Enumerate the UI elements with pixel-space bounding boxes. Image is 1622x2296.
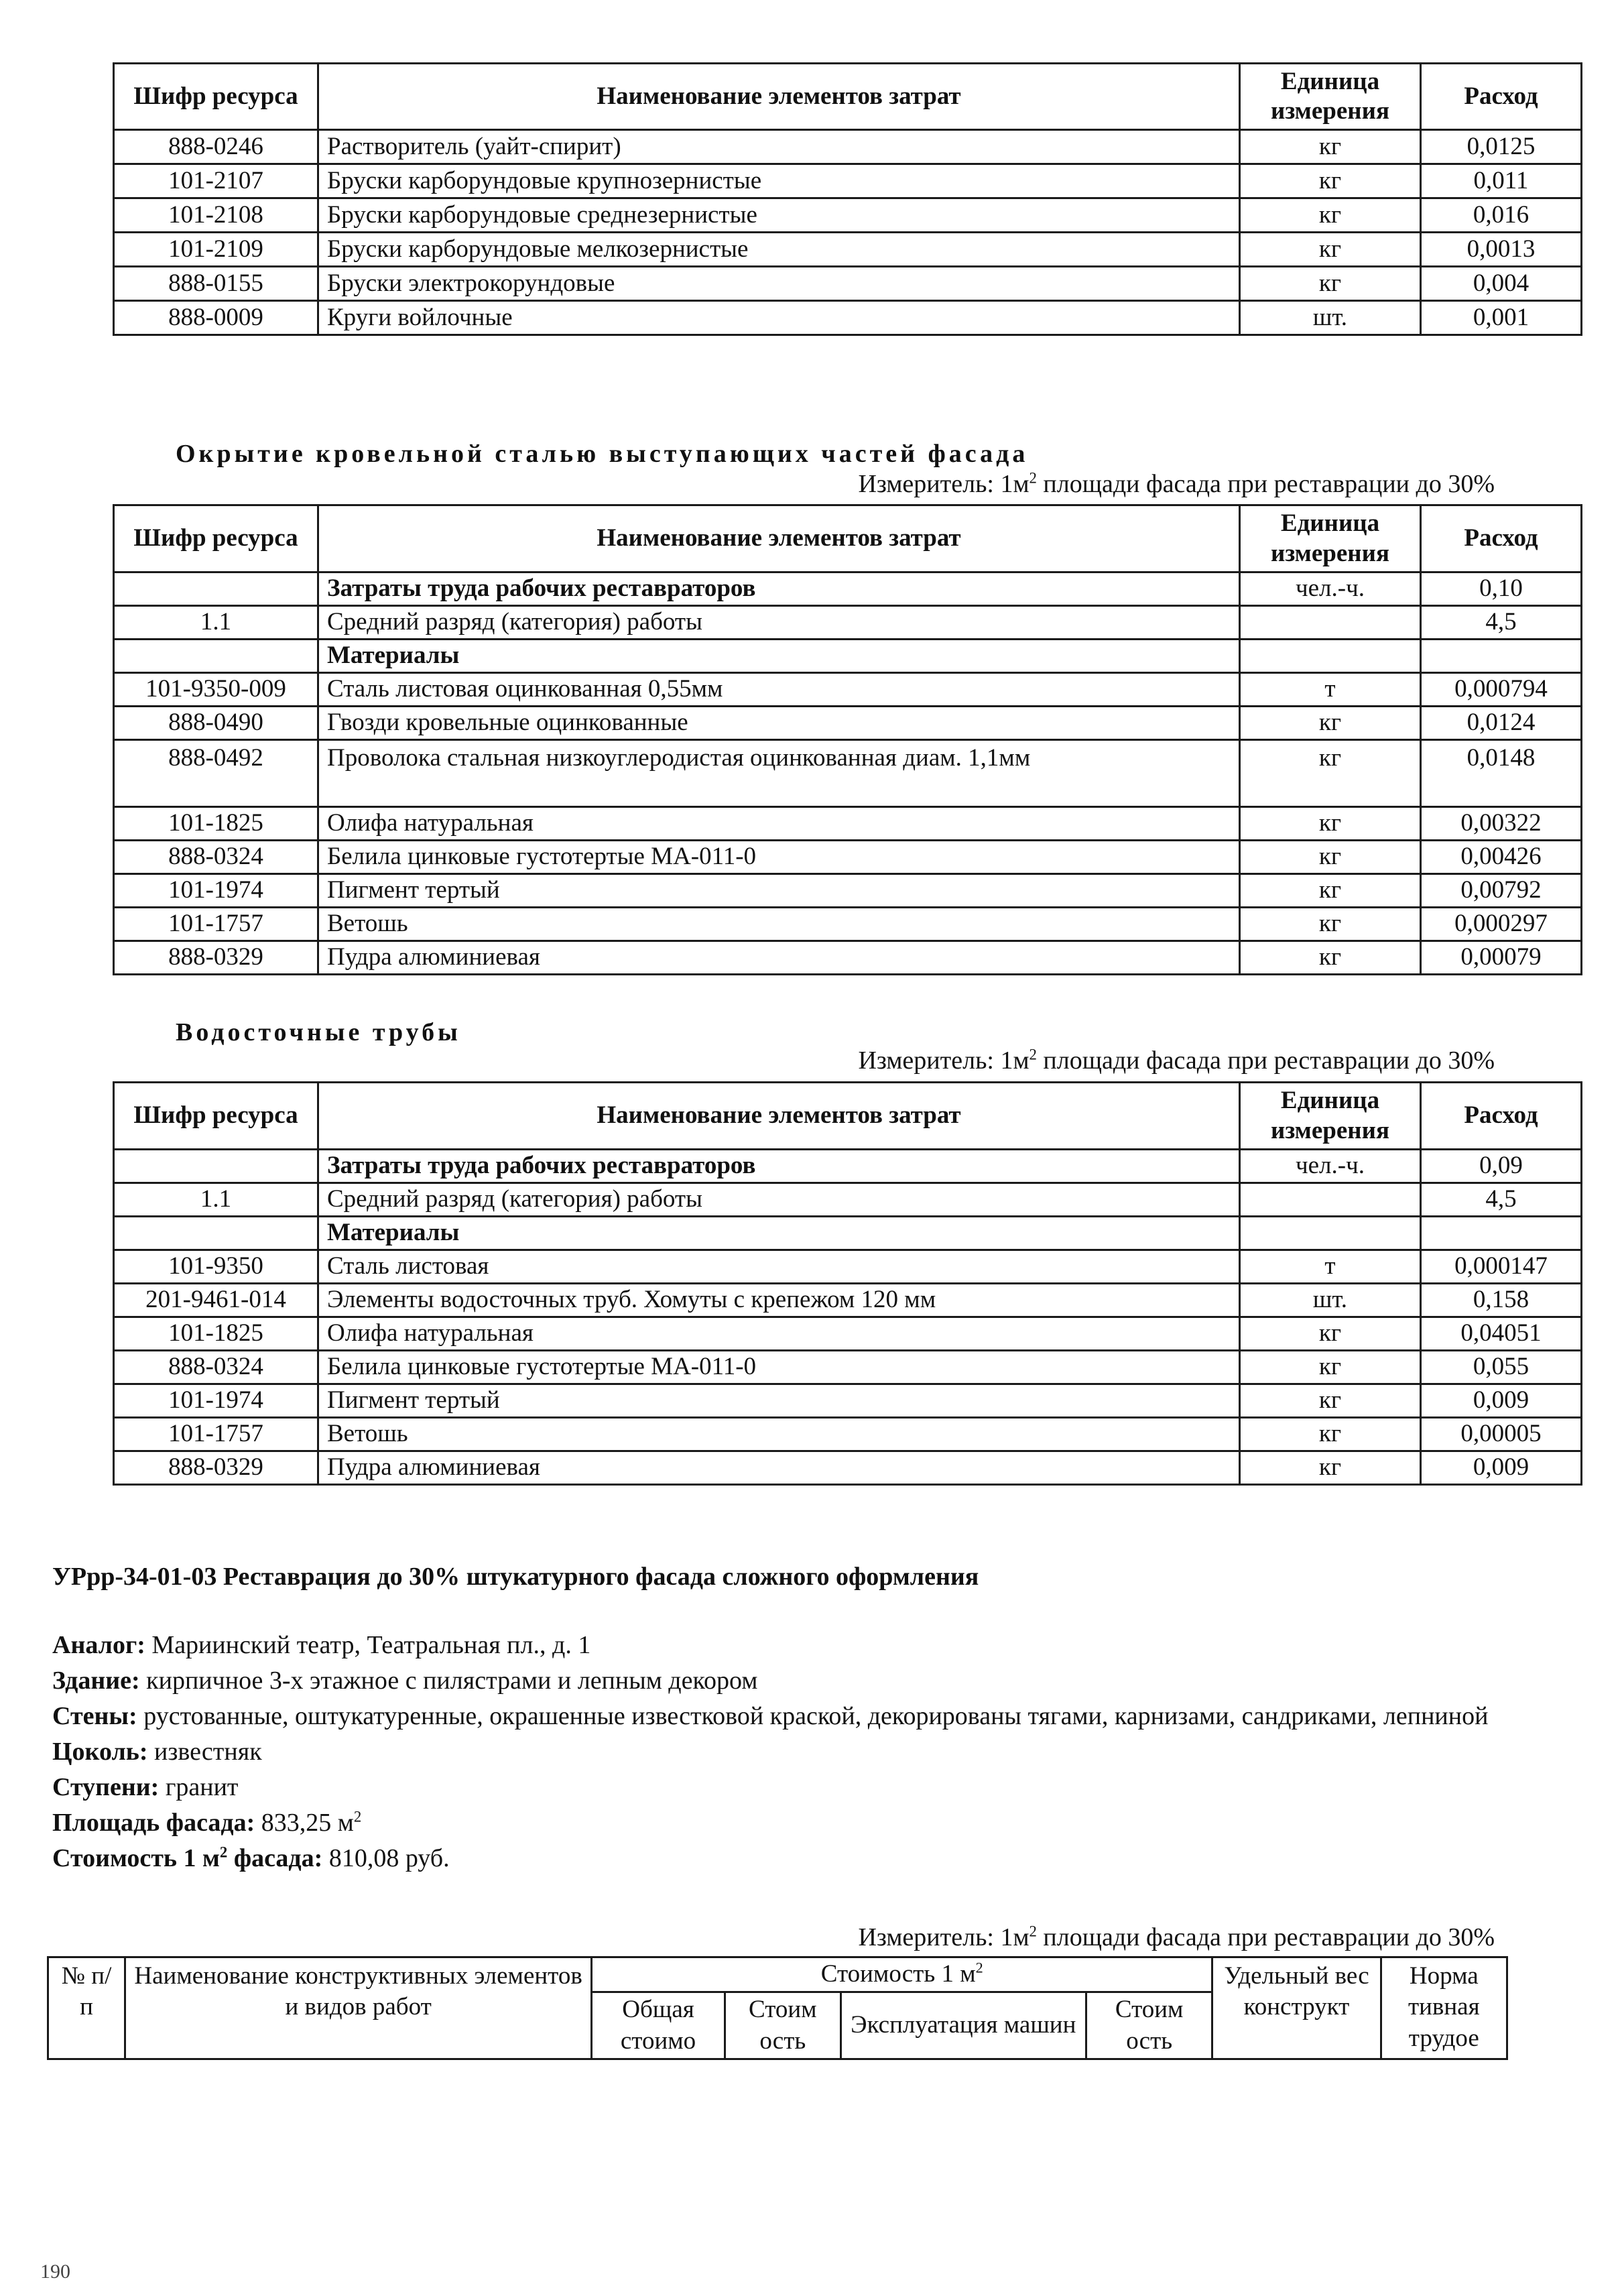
table-row (114, 874, 1582, 908)
cell-rate: 0,00426 (1421, 841, 1582, 874)
cell-name: Бруски карборундовые крупнозернистые (318, 164, 1240, 198)
cell-unit: шт. (1240, 301, 1421, 335)
cell-name: Гвозди кровельные оцинкованные (318, 707, 1240, 740)
table-row (114, 1284, 1582, 1317)
cell-name: Растворитель (уайт-спирит) (318, 130, 1240, 164)
labor-row (114, 572, 1582, 606)
cell-name: Пудра алюминиевая (318, 941, 1240, 975)
cell-name: Пигмент тертый (318, 874, 1240, 908)
table-row (114, 267, 1582, 301)
cell-code: 888-0490 (114, 707, 318, 740)
table-row (114, 673, 1582, 707)
cell-name: Круги войлочные (318, 301, 1240, 335)
table-row (114, 1418, 1582, 1451)
cell-code: 101-1757 (114, 1418, 318, 1451)
cell-code: 101-1825 (114, 807, 318, 841)
table-row (114, 198, 1582, 233)
cell-unit: т (1240, 1250, 1421, 1284)
cell-code: 888-0492 (114, 740, 318, 807)
cell-rate: 0,001 (1421, 301, 1582, 335)
cell-unit: кг (1240, 807, 1421, 841)
cell-rate: 0,0125 (1421, 130, 1582, 164)
cell-name: Белила цинковые густотертые МА-011-0 (318, 1351, 1240, 1384)
cell-unit: кг (1240, 198, 1421, 233)
materials-table-drainpipes (113, 1081, 1582, 1486)
cell-rate: 0,016 (1421, 198, 1582, 233)
cell-name: Сталь листовая оцинкованная 0,55мм (318, 673, 1240, 707)
cell-unit: кг (1240, 1351, 1421, 1384)
cell-name: Пигмент тертый (318, 1384, 1240, 1418)
cell-unit: кг (1240, 707, 1421, 740)
table-row (114, 1351, 1582, 1384)
table-row (114, 164, 1582, 198)
cell-rate: 0,004 (1421, 267, 1582, 301)
grade-row (114, 606, 1582, 640)
cell-unit: т (1240, 673, 1421, 707)
cell-unit: кг (1240, 164, 1421, 198)
header-name: Наименование элементов затрат (318, 505, 1240, 572)
cell-code: 888-0329 (114, 941, 318, 975)
info-steps: Ступени: гранит (52, 1773, 239, 1801)
page-number: 190 (40, 2260, 70, 2283)
table-row (114, 841, 1582, 874)
cell-unit: кг (1240, 1418, 1421, 1451)
col-name: Наименование конструктивных элементов и видов работ (125, 1957, 592, 2059)
header-code: Шифр ресурса (114, 1083, 318, 1150)
cell-rate: 0,000147 (1421, 1250, 1582, 1284)
cell-rate: 0,009 (1421, 1384, 1582, 1418)
cell-rate: 0,000794 (1421, 673, 1582, 707)
building-info (52, 1628, 1493, 1876)
info-cost: Стоимость 1 $м^2$ фасада: 810,08 руб. (52, 1844, 450, 1872)
cell-name: Бруски электрокорундовые (318, 267, 1240, 301)
measure-prefix: Измеритель: 1м (858, 1923, 1030, 1951)
cell-unit: кг (1240, 267, 1421, 301)
cell-unit: кг (1240, 908, 1421, 941)
materials-heading-row (114, 640, 1582, 673)
cell-name: Сталь листовая (318, 1250, 1240, 1284)
col-cost-2: Стоим ость (725, 1992, 840, 2059)
cell-rate: 0,0148 (1421, 740, 1582, 807)
labor-row (114, 1150, 1582, 1183)
cell-unit: кг (1240, 1317, 1421, 1351)
materials-heading: Материалы (318, 640, 1240, 673)
header-unit: Единица измерения (1240, 1083, 1421, 1150)
section-title-roofing: Окрытие кровельной сталью выступающих частей фасада (176, 440, 1029, 468)
cell-code: 101-9350-009 (114, 673, 318, 707)
document-title: УРрр-34-01-03 Реставрация до 30% штукатурного фасада сложного оформления (52, 1563, 979, 1591)
materials-heading-row (114, 1217, 1582, 1250)
header-name: Наименование элементов затрат (318, 64, 1240, 130)
cell-code: 101-2109 (114, 233, 318, 267)
table-row (114, 941, 1582, 975)
cell-rate: 0,00322 (1421, 807, 1582, 841)
grade-rate: 4,5 (1421, 606, 1582, 640)
labor-unit: чел.-ч. (1240, 1150, 1421, 1183)
col-number: № п/п (48, 1957, 125, 2059)
header-rate: Расход (1421, 1083, 1582, 1150)
grade-rate: 4,5 (1421, 1183, 1582, 1217)
cell-name: Пудра алюминиевая (318, 1451, 1240, 1485)
header-code: Шифр ресурса (114, 505, 318, 572)
labor-rate: 0,09 (1421, 1150, 1582, 1183)
cell-name: Проволока стальная низкоуглеродистая оцинкованная диам. 1,1мм (318, 740, 1240, 807)
cell-unit: кг (1240, 1451, 1421, 1485)
cell-code: 201-9461-014 (114, 1284, 318, 1317)
measure-suffix: площади фасада при реставрации до 30% (1036, 470, 1495, 498)
cell-code: 101-1757 (114, 908, 318, 941)
cell-unit: кг (1240, 233, 1421, 267)
cost-table (47, 1956, 1508, 2060)
measure-prefix: Измеритель: 1м (858, 470, 1030, 498)
cell-code: 101-1974 (114, 874, 318, 908)
header-rate: Расход (1421, 505, 1582, 572)
materials-table-1 (113, 62, 1582, 336)
cell-unit: кг (1240, 841, 1421, 874)
table-row (114, 1250, 1582, 1284)
cell-code: 888-0246 (114, 130, 318, 164)
grade-code: 1.1 (114, 606, 318, 640)
info-building: Здание: кирпичное 3-х этажное с пилястрами и лепным декором (52, 1667, 758, 1695)
table-row (114, 707, 1582, 740)
labor-unit: чел.-ч. (1240, 572, 1421, 606)
cell-rate: 0,00792 (1421, 874, 1582, 908)
cell-rate: 0,0124 (1421, 707, 1582, 740)
measure-suffix: площади фасада при реставрации до 30% (1036, 1046, 1495, 1075)
section-title-drainpipes: Водосточные трубы (176, 1018, 461, 1046)
cell-unit: кг (1240, 1384, 1421, 1418)
cell-rate: 0,011 (1421, 164, 1582, 198)
table-row (114, 908, 1582, 941)
cell-rate: 0,00005 (1421, 1418, 1582, 1451)
cell-unit: кг (1240, 941, 1421, 975)
header-unit: Единица измерения (1240, 505, 1421, 572)
cell-unit: шт. (1240, 1284, 1421, 1317)
cell-name: Белила цинковые густотертые МА-011-0 (318, 841, 1240, 874)
measure-suffix: площади фасада при реставрации до 30% (1036, 1923, 1495, 1951)
cell-name: Элементы водосточных труб. Хомуты с крепежом 120 мм (318, 1284, 1240, 1317)
cell-rate: 0,0013 (1421, 233, 1582, 267)
cell-code: 101-1825 (114, 1317, 318, 1351)
cell-unit: кг (1240, 130, 1421, 164)
materials-table-roofing (113, 504, 1582, 975)
table-row (114, 130, 1582, 164)
info-plinth: Цоколь: известняк (52, 1738, 262, 1766)
grade-label: Средний разряд (категория) работы (318, 1183, 1240, 1217)
labor-rate: 0,10 (1421, 572, 1582, 606)
cell-name: Олифа натуральная (318, 807, 1240, 841)
cell-code: 101-2107 (114, 164, 318, 198)
cell-rate: 0,04051 (1421, 1317, 1582, 1351)
col-machines: Эксплуатация машин (840, 1992, 1086, 2059)
col-cost-3: Стоим ость (1086, 1992, 1212, 2059)
cell-name: Бруски карборундовые мелкозернистые (318, 233, 1240, 267)
cell-unit: кг (1240, 740, 1421, 807)
col-weight: Удельный вес конструкт (1212, 1957, 1381, 2059)
cell-code: 101-2108 (114, 198, 318, 233)
cell-code: 888-0329 (114, 1451, 318, 1485)
col-cost: Стоимость 1 $м^2$ (592, 1957, 1212, 1992)
info-walls: Стены: рустованные, оштукатуренные, окрашенные известковой краской, декорированы тягами, карнизами, сандриками, лепниной (52, 1702, 1489, 1730)
cell-code: 888-0155 (114, 267, 318, 301)
measure-sup: 2 (1029, 1923, 1037, 1940)
header-name: Наименование элементов затрат (318, 1083, 1240, 1150)
cell-code: 101-9350 (114, 1250, 318, 1284)
header-unit: Единица измерения (1240, 64, 1421, 130)
table-row (114, 301, 1582, 335)
grade-label: Средний разряд (категория) работы (318, 606, 1240, 640)
measure-note (737, 469, 1495, 499)
table-row (114, 1451, 1582, 1485)
cell-rate: 0,00079 (1421, 941, 1582, 975)
cell-name: Бруски карборундовые среднезернистые (318, 198, 1240, 233)
grade-row (114, 1183, 1582, 1217)
table-row (114, 1317, 1582, 1351)
table-header (114, 505, 1582, 572)
cell-code: 888-0324 (114, 841, 318, 874)
materials-heading: Материалы (318, 1217, 1240, 1250)
cell-code: 888-0009 (114, 301, 318, 335)
cell-name: Ветошь (318, 908, 1240, 941)
header-rate: Расход (1421, 64, 1582, 130)
table-row (114, 807, 1582, 841)
table-row (114, 233, 1582, 267)
cell-rate: 0,009 (1421, 1451, 1582, 1485)
cell-code: 888-0324 (114, 1351, 318, 1384)
measure-prefix: Измеритель: 1м (858, 1046, 1030, 1075)
table-row (114, 1384, 1582, 1418)
cell-rate: 0,000297 (1421, 908, 1582, 941)
measure-note (737, 1046, 1495, 1075)
labor-label: Затраты труда рабочих реставраторов (318, 572, 1240, 606)
col-norm: Норма тивная трудое (1381, 1957, 1507, 2059)
table-header (114, 64, 1582, 130)
cell-rate: 0,158 (1421, 1284, 1582, 1317)
cell-rate: 0,055 (1421, 1351, 1582, 1384)
cell-name: Олифа натуральная (318, 1317, 1240, 1351)
grade-code: 1.1 (114, 1183, 318, 1217)
header-code: Шифр ресурса (114, 64, 318, 130)
labor-label: Затраты труда рабочих реставраторов (318, 1150, 1240, 1183)
col-total-cost: Общая стоимо (592, 1992, 725, 2059)
info-analog: Аналог: Мариинский театр, Театральная пл., д. 1 (52, 1631, 591, 1659)
info-area: Площадь фасада: 833,25 $м^2$ (52, 1808, 362, 1837)
cell-unit: кг (1240, 874, 1421, 908)
cell-name: Ветошь (318, 1418, 1240, 1451)
measure-sup: 2 (1029, 469, 1037, 487)
measure-note (737, 1923, 1495, 1952)
cell-code: 101-1974 (114, 1384, 318, 1418)
table-row (114, 740, 1582, 807)
table-header (114, 1083, 1582, 1150)
measure-sup: 2 (1029, 1046, 1037, 1063)
